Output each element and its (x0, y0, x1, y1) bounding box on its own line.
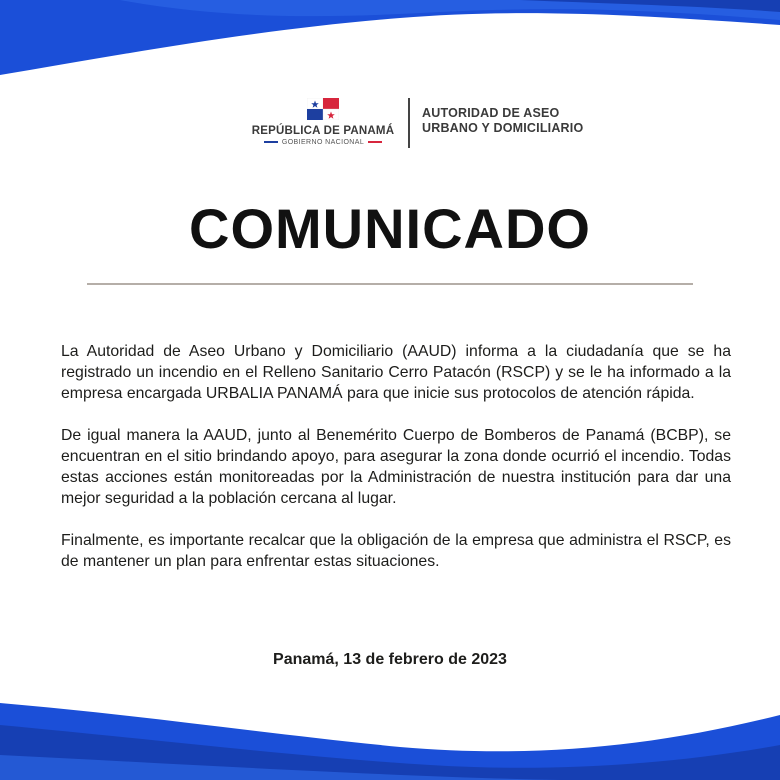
header-divider (408, 98, 410, 148)
government-label: GOBIERNO NACIONAL (281, 139, 365, 146)
header-logos (0, 96, 780, 152)
bottom-wave-banner (0, 685, 780, 780)
red-dash (368, 141, 382, 143)
agency-name-line2: URBANO Y DOMICILIARIO (422, 121, 584, 135)
government-label-row (248, 139, 398, 146)
country-name: REPÚBLICA DE PANAMÁ (251, 125, 395, 137)
government-logo (248, 98, 398, 146)
paragraph-3: Finalmente, es importante recalcar que la obligación de la empresa que administra el RSCP, es de mantener un plan para enfrentar estas situaciones. (61, 532, 731, 570)
communique-body (61, 341, 731, 593)
blue-dash (264, 141, 278, 143)
top-wave-banner (0, 0, 780, 90)
paragraph-1: La Autoridad de Aseo Urbano y Domiciliario (AAUD) informa a la ciudadanía que se ha registrado un incendio en el Relleno Sanitario Cerro Patacón (RSCP) y se le ha informado a la empresa encargada URBALIA PANAMÁ para que inicie sus protocolos de atención rápida. (61, 343, 731, 402)
paragraph-2: De igual manera la AAUD, junto al Benemérito Cuerpo de Bomberos de Panamá (BCBP), se encuentran en el sitio brindando apoyo, para asegurar la zona donde ocurrió el incendio. Todas estas acciones están monitoreadas por la Administración de nuestra institución para dar una mejor seguridad a la población cercana al lugar. (61, 427, 731, 507)
date-line: Panamá, 13 de febrero de 2023 (273, 651, 507, 668)
panama-flag-icon (307, 98, 339, 120)
agency-name (422, 106, 583, 136)
agency-name-line1: AUTORIDAD DE ASEO (422, 106, 560, 120)
page-title: COMUNICADO (189, 197, 591, 260)
title-divider (87, 283, 693, 285)
